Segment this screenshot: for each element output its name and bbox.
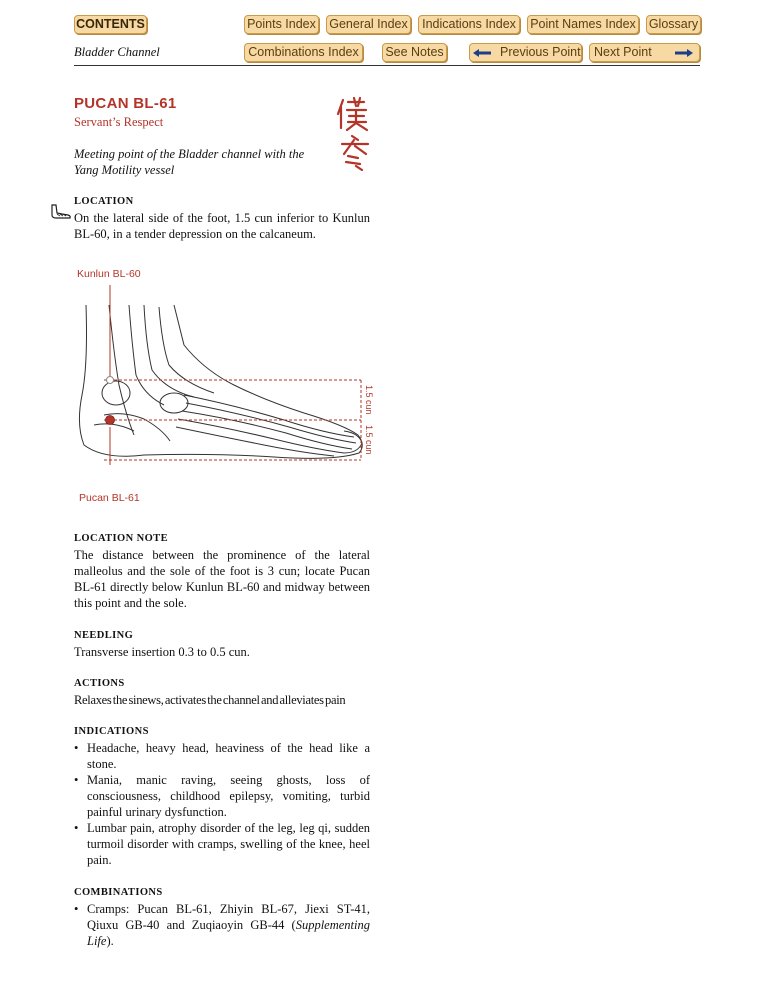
arrow-left-icon <box>473 49 491 57</box>
next-point-button[interactable] <box>589 43 700 62</box>
location-text: On the lateral side of the foot, 1.5 cun inferior to Kunlun BL-60, in a tender depression on the calcaneum. <box>74 211 370 241</box>
header-divider <box>74 65 700 66</box>
location-note-heading: LOCATION NOTE <box>74 533 168 544</box>
general-index-button[interactable]: General Index <box>326 15 411 34</box>
chapter-title: Bladder Channel <box>74 45 160 59</box>
location-note-text: The distance between the prominence of the lateral malleolus and the sole of the foot is 3 cun; locate Pucan BL-61 directly below Kunlun BL-60 and midway between this point and the sole. <box>74 548 370 610</box>
needling-heading: NEEDLING <box>74 630 134 641</box>
combinations-index-button[interactable]: Combinations Index <box>244 43 363 62</box>
combinations-list <box>74 901 370 949</box>
combinations-heading: COMBINATIONS <box>74 887 163 898</box>
measure-upper-label: 1.5 cun <box>364 385 374 415</box>
see-notes-button[interactable]: See Notes <box>382 43 447 62</box>
list-item <box>74 901 370 949</box>
list-item: • Lumbar pain, atrophy disorder of the leg, leg qi, sudden turmoil disorder with cramps, swelling of the knee, heel pain. <box>74 820 370 868</box>
list-item: • Headache, heavy head, heaviness of the head like a stone. <box>74 740 370 772</box>
next-point-label: Next Point <box>594 45 652 59</box>
point-title: PUCAN BL-61 <box>74 95 177 112</box>
indications-index-button[interactable]: Indications Index <box>418 15 520 34</box>
indications-list <box>74 740 370 868</box>
figure-label-kunlun: Kunlun BL-60 <box>77 268 141 280</box>
arrow-right-icon <box>675 49 693 57</box>
combination-text: Cramps: Pucan BL-61, Zhiyin BL-67, Jiexi ST-41, Qiuxu GB-40 and Zuqiaoyin GB-44 ( <box>87 902 370 932</box>
chinese-calligraphy-icon <box>334 96 374 171</box>
location-heading: LOCATION <box>74 196 134 207</box>
foot-pointer-icon <box>48 204 72 220</box>
previous-point-button[interactable] <box>469 43 582 62</box>
contents-button[interactable]: CONTENTS <box>74 15 147 34</box>
needling-text: Transverse insertion 0.3 to 0.5 cun. <box>74 645 250 659</box>
actions-text: Relaxes the sinews, activates the channel and alleviates pain <box>74 693 346 707</box>
meeting-point-note: Meeting point of the Bladder channel with the Yang Motility vessel <box>74 147 305 177</box>
list-item: • Mania, manic raving, seeing ghosts, loss of consciousness, childhood epilepsy, vomiting, turbid painful urinary dysfunction. <box>74 772 370 820</box>
actions-heading: ACTIONS <box>74 678 125 689</box>
previous-point-label: Previous Point <box>500 45 581 59</box>
combination-end: ). <box>106 934 114 948</box>
foot-anatomy-diagram <box>74 285 374 485</box>
point-subtitle: Servant’s Respect <box>74 115 164 129</box>
figure-label-pucan: Pucan BL-61 <box>79 492 140 504</box>
combination-source: Supplementing Life <box>87 918 370 948</box>
measure-lower-label: 1.5 cun <box>364 425 374 455</box>
indications-heading: INDICATIONS <box>74 726 149 737</box>
glossary-button[interactable]: Glossary <box>646 15 701 34</box>
point-names-index-button[interactable]: Point Names Index <box>527 15 639 34</box>
points-index-button[interactable]: Points Index <box>244 15 319 34</box>
